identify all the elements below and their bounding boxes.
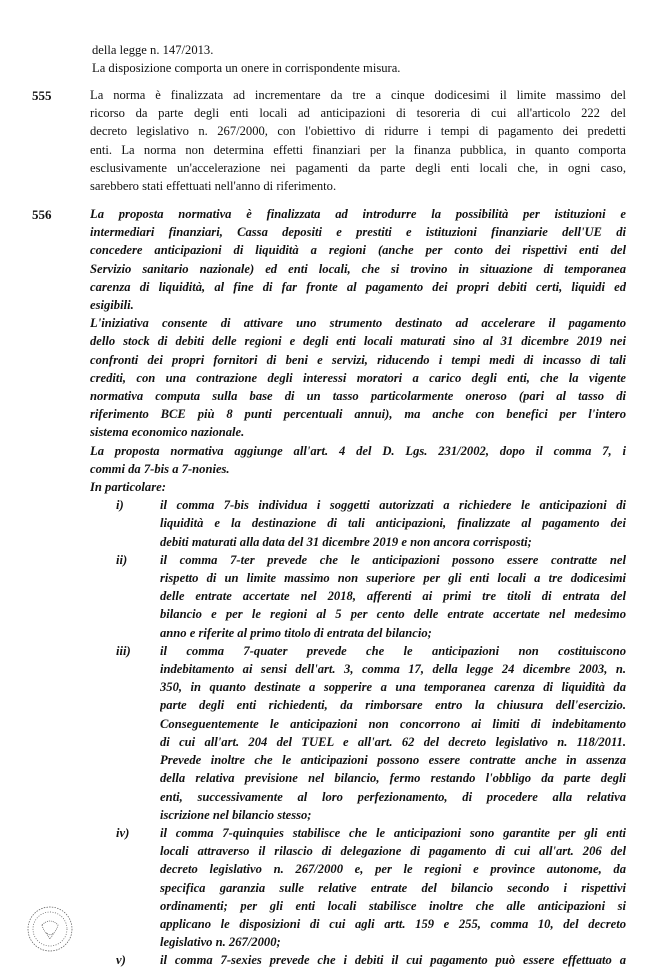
list-item-text — [160, 824, 626, 951]
text-line: ordinamenti; per gli enti locali stabilisce inoltre che alle anticipazioni si — [160, 898, 626, 913]
text-line: decreto legislativo n. 267/2000 e, per le regioni e province autonome, da — [160, 862, 626, 877]
text-line: il comma 7-sexies prevede che i debiti il cui pagamento può essere effettuato a — [160, 953, 626, 968]
text-line: il comma 7-ter prevede che le anticipazioni possono essere contratte nel — [160, 552, 626, 567]
text-line: anno e riferite al primo titolo di entrata del bilancio; — [160, 625, 432, 640]
text-line: decreto legislativo n. 267/2000, con l'obiettivo di ridurre i tempi di pagamento dei predetti — [90, 124, 626, 139]
text-line: riferimento BCE più 8 punti percentuali annui), ma anche con benefici per l'intero — [90, 407, 626, 422]
text-line: La norma è finalizzata ad incrementare da tre a cinque dodicesimi il limite massimo del — [90, 88, 626, 102]
text-line: sistema economico nazionale. — [90, 425, 245, 440]
list-item — [90, 496, 626, 551]
text-line: il comma 7-bis individua i soggetti autorizzati a richiedere le anticipazioni di — [160, 498, 626, 513]
text-line: esclusivamente un'accelerazione nei pagamenti da parte degli enti locali che, in ogni caso, — [90, 160, 626, 175]
section-555-text — [90, 86, 626, 195]
text-line: commi da 7-bis a 7-nonies. — [90, 461, 230, 476]
seal-stamp-icon — [20, 903, 80, 955]
text-line: confronti dei propri fornitori di beni e servizi, riducendo i tempi medi di incasso di tali — [90, 352, 626, 367]
text-line: delle entrate accertate nel 2018, afferenti ai primi tre titoli di entrata del — [160, 589, 626, 604]
text-line: Prevede inoltre che le anticipazioni possono essere contratte anche in assenza — [160, 753, 626, 768]
text-line: di cui all'art. 204 del TUEL e all'art. 62 del decreto legislativo n. 118/2011. — [160, 734, 626, 749]
list-item-label: iii) — [116, 643, 131, 658]
top-continuation — [92, 41, 572, 77]
text-line: indebitamento ai sensi dell'art. 3, comma 17, della legge 24 dicembre 2003, n. — [160, 662, 626, 677]
list-item — [90, 551, 626, 642]
list-item-text — [160, 496, 626, 551]
section-number-556: 556 — [32, 207, 52, 222]
list-item — [90, 642, 626, 824]
text-line: esigibili. — [90, 298, 134, 313]
text-line: rispetto di un limite massimo non superiore per gli enti locali a tre dodicesimi — [160, 571, 626, 586]
text-line: Conseguentemente le anticipazioni non concorrono ai limiti di indebitamento — [160, 716, 626, 731]
paragraph — [90, 478, 626, 496]
paragraph — [90, 442, 626, 478]
text-line: della relativa previsione nel bilancio, fermo restando l'obbligo da parte degli — [160, 771, 626, 786]
text-line: La proposta normativa è finalizzata ad introdurre la possibilità per istituzioni e — [90, 207, 626, 221]
paragraph — [90, 314, 626, 441]
text-line: normativa computa sulla base di un tasso particolarmente oneroso (pari al tasso di — [90, 389, 626, 404]
text-line: ricorso da parte degli enti locali ad anticipazioni di tesoreria di cui all'articolo 222 del — [90, 106, 626, 121]
text-line: bilancio e per le regioni al 5 per cento delle entrate accertate nel medesimo — [160, 607, 626, 622]
list-item-label: v) — [116, 953, 126, 968]
list-item-label: iv) — [116, 825, 130, 840]
list-item-text — [160, 951, 626, 969]
text-line: Servizio sanitario nazionale) ed enti locali, che si trovino in situazione di temporanea — [90, 261, 626, 276]
list-item — [90, 824, 626, 951]
text-line: dello stock di debiti delle regioni e degli enti locali maturati sino al 31 dicembre 2019 nei — [90, 334, 626, 349]
text-line: iscrizione nel bilancio stesso; — [160, 807, 312, 822]
list-item-label: ii) — [116, 552, 128, 567]
text-line: intermediari finanziari, Cassa depositi e prestiti e istituzioni finanziarie dell'UE di — [90, 225, 626, 240]
text-line: liquidità e la destinazione di tali anticipazioni, finalizzate al pagamento dei — [160, 516, 626, 531]
text-line: sarebbero stati effettuati nell'anno di riferimento. — [90, 179, 337, 194]
text-line: L'iniziativa consente di attivare uno strumento destinato ad accelerare il pagamento — [90, 316, 626, 331]
list-item — [90, 951, 626, 969]
text-line: della legge n. 147/2013. — [92, 43, 214, 57]
section-number-555: 555 — [32, 88, 52, 103]
list-item-text — [160, 642, 626, 824]
text-line: legislativo n. 267/2000; — [160, 935, 281, 950]
text-line: parte degli enti richiedenti, da rimborsare entro la chiusura dell'esercizio. — [160, 698, 626, 713]
text-line: il comma 7-quater prevede che le anticipazioni non costituiscono — [160, 643, 626, 658]
text-line: La disposizione comporta un onere in corrispondente misura. — [92, 61, 401, 76]
text-line: locali attraverso il rilascio di delegazione di pagamento di cui all'art. 206 del — [160, 844, 626, 859]
section-556-text — [90, 205, 626, 970]
text-line: enti. La norma non determina effetti finanziari per la finanza pubblica, in quanto comporta — [90, 142, 626, 157]
list-item-label: i) — [116, 498, 124, 513]
text-line: applicano le disposizioni di cui agli artt. 159 e 255, comma 10, del decreto — [160, 916, 626, 931]
text-line: debiti maturati alla data del 31 dicembre 2019 e non ancora corrisposti; — [160, 534, 532, 549]
text-line: crediti, con una contrazione degli interessi moratori a carico degli enti, che la vigente — [90, 370, 626, 385]
text-line: La proposta normativa aggiunge all'art. 4 del D. Lgs. 231/2002, dopo il comma 7, i — [90, 443, 626, 458]
text-line: specifica garanzia sulle relative entrate del bilancio secondo i rispettivi — [160, 880, 626, 895]
list-item-text — [160, 551, 626, 642]
text-line: concedere anticipazioni di liquidità a regioni (anche per conto dei rispettivi enti del — [90, 243, 626, 258]
paragraph — [90, 205, 626, 314]
text-line: In particolare: — [90, 480, 166, 495]
text-line: 350, in quanto destinate a sopperire a una temporanea carenza di liquidità da — [160, 680, 626, 695]
text-line: enti, successivamente al loro perfezionamento, di procedere alla relativa — [160, 789, 626, 804]
text-line: il comma 7-quinquies stabilisce che le anticipazioni sono garantite per gli enti — [160, 825, 626, 840]
text-line: carenza di liquidità, al fine di far fronte al pagamento dei propri debiti certi, liquidi ed — [90, 279, 626, 294]
